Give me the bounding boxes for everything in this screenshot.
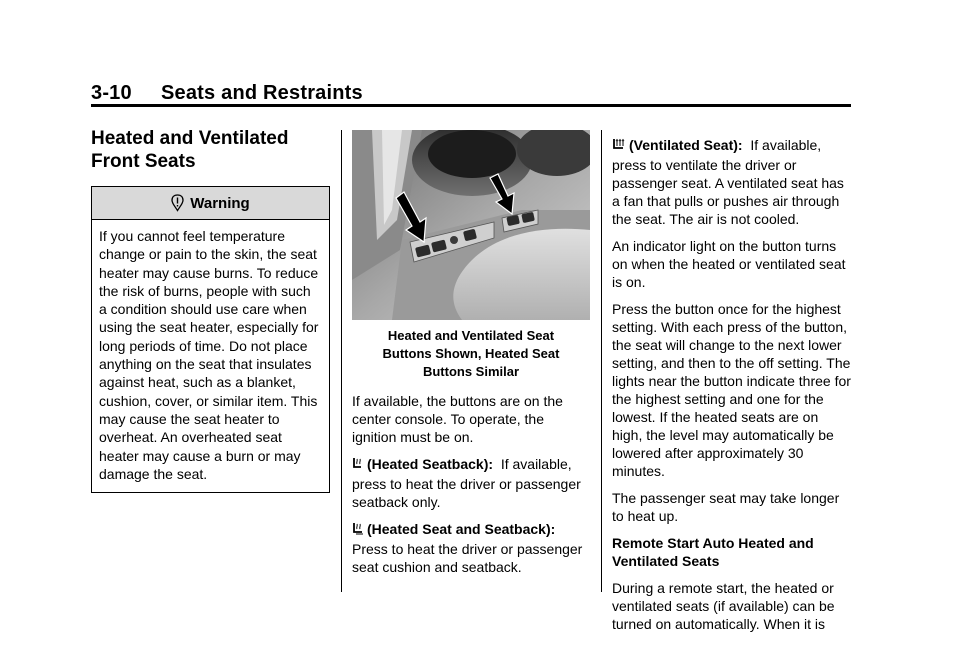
ventilated-seat-paragraph [612,136,852,228]
page-number: 3-10 [91,82,132,104]
ventilated-seat-text: If available, press to ventilate the driver or passenger seat. A ventilated seat has a fan that pulls or pushes air through the seat. The air is not cooled. [612,137,844,227]
warning-icon [171,194,184,212]
heated-seatback-icon [352,457,364,475]
caption-line1: Heated and Ventilated Seat [387,328,555,343]
heated-seatback-paragraph [352,455,590,511]
heated-seat-seatback-text: Press to heat the driver or passenger seat cushion and seatback. [352,541,583,575]
page-header [91,82,363,105]
caption-line2: Buttons Shown, Heated Seat [382,346,560,361]
column-2 [352,130,590,585]
section-title [91,127,331,173]
ventilated-seat-icon [612,138,626,156]
section-title-line1: Heated and Ventilated [91,128,289,149]
heated-seat-and-seatback-icon [352,522,364,540]
heated-seatback-text: If available, press to heat the driver or passenger seatback only. [352,456,581,510]
passenger-paragraph: The passenger seat may take longer to heat up. [612,490,840,524]
ventilated-seat-label: (Ventilated Seat): [629,137,743,153]
press-button-paragraph: Press the button once for the highest setting. With each press of the button, the seat will change to the next lower setting, and then to the off setting. The lights near the button indicate three for the highest setting and one for the lowest. If the heated seats are on high, the level may automatically be lowered after approximately 30 minutes. [612,301,851,479]
indicator-paragraph: An indicator light on the button turns on when the heated or ventilated seat is on. [612,238,846,290]
intro-paragraph: If available, the buttons are on the center console. To operate, the ignition must be on. [352,393,563,445]
column-3 [612,136,852,642]
warning-box [91,186,330,493]
warning-header [92,187,329,220]
remote-start-heading: Remote Start Auto Heated and Ventilated Seats [612,535,814,569]
chapter-title: Seats and Restraints [161,82,363,104]
warning-text: If you cannot feel temperature change or pain to the skin, the seat heater may cause burns. To reduce the risk of burns, people with such a condition should use care when using the seat heater, especially for long periods of time. Do not place anything on the seat that insulates against heat, such as a blanket, cushion, cover, or similar item. This may cause the seat heater to overheat. An overheated seat heater may cause a burn or may damage the seat. [99,228,319,482]
column-divider-1 [341,130,342,592]
remote-start-paragraph: During a remote start, the heated or ventilated seats (if available) can be turned on automatically. When it is [612,580,835,632]
heated-seat-seatback-paragraph [352,520,590,576]
figure-caption [352,327,590,381]
column-1 [91,127,331,493]
heated-seatback-label: (Heated Seatback): [367,456,494,472]
section-title-line2: Front Seats [91,151,196,172]
caption-line3: Buttons Similar [422,364,520,379]
warning-label: Warning [190,194,250,212]
header-rule [91,104,851,107]
heated-seat-seatback-label: (Heated Seat and Seatback): [367,521,556,537]
console-buttons-photo [352,130,590,320]
column-divider-2 [601,130,602,592]
